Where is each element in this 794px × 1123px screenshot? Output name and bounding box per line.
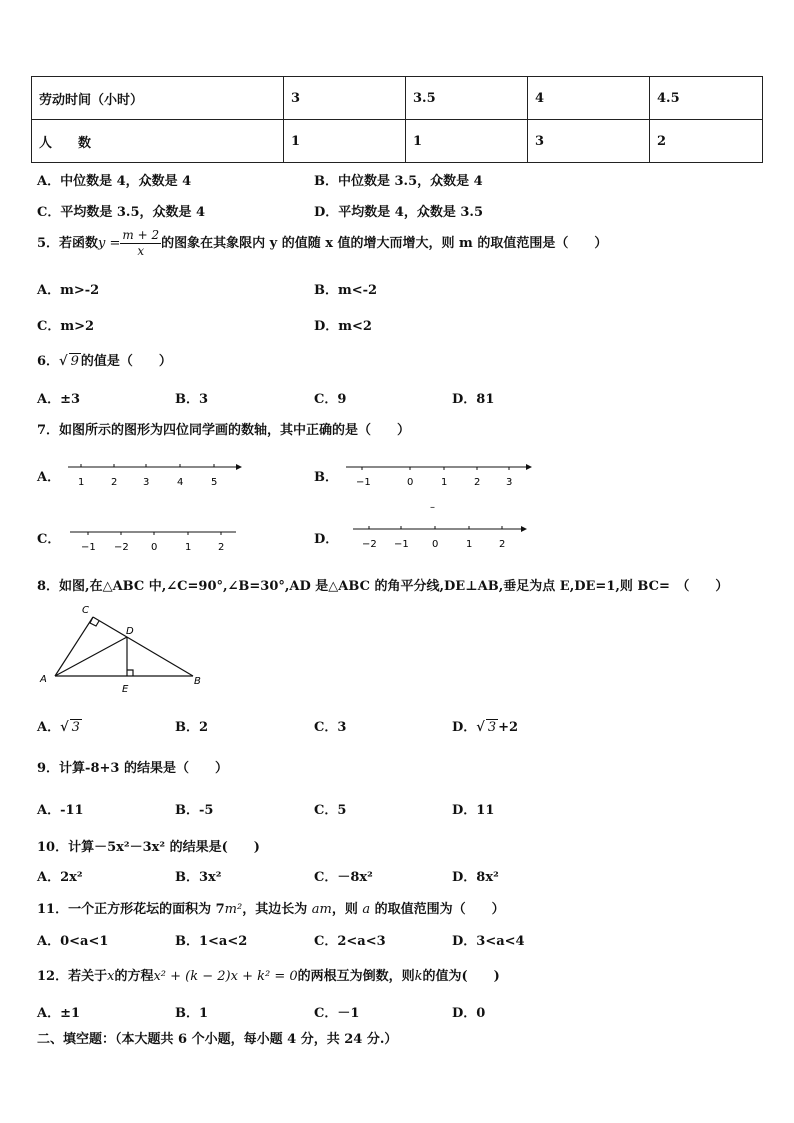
vertex-label: C [82,605,89,616]
q11-stem: 11．一个正方形花坛的面积为 7m²，其边长为 am，则 a 的取值范围为（ ） [37,902,505,917]
q9-stem: 9．计算-8+3 的结果是（ ） [37,761,228,776]
q7-option-c[interactable]: C． [37,532,61,547]
q12-stem: 12．若关于x的方程x² + (k − 2)x + k² = 0的两根互为倒数，则k的值为( ) [37,969,500,984]
table-cell: 3 [528,120,650,163]
table-row [32,77,763,120]
tick-label: 3 [506,477,513,488]
q6-option-d[interactable]: D．81 [452,392,495,407]
q9-option-d[interactable]: D．11 [452,803,495,818]
table-cell: 1 [284,120,406,163]
q9-option-b[interactable]: B．-5 [175,803,214,818]
q10-option-a[interactable]: A．2x² [37,870,83,885]
q10-option-c[interactable]: C．－8x² [314,870,373,885]
number-line-d [345,517,535,552]
q5-option-c[interactable]: C．m>2 [37,319,95,334]
q4-option-a[interactable]: A．中位数是 4，众数是 4 [37,174,192,189]
q12-option-b[interactable]: B．1 [175,1006,209,1021]
q5-option-b[interactable]: B．m<-2 [314,283,378,298]
q8-option-a[interactable]: A．√ 3 [37,720,80,735]
q9-option-c[interactable]: C．5 [314,803,347,818]
q5-option-d[interactable]: D．m<2 [314,319,372,334]
table-cell: 3.5 [406,77,528,120]
tick-label: 5 [211,477,218,488]
q10-stem: 10．计算－5x²－3x² 的结果是( ) [37,840,260,855]
tick-label: 2 [111,477,118,488]
tick-label: 1 [185,542,192,553]
table-cell: 4 [528,77,650,120]
q11-option-c[interactable]: C．2<a<3 [314,934,386,949]
table-row [32,120,763,163]
q5-fraction: $\frac{m + 2}{x}$ [122,228,160,258]
tick-label: −1 [356,477,371,488]
table-cell: 2 [650,120,763,163]
number-line-b [340,455,540,515]
q12-option-a[interactable]: A．±1 [37,1006,81,1021]
q10-option-b[interactable]: B．3x² [175,870,222,885]
section-heading: 二、填空题：（本大题共 6 个小题，每小题 4 分，共 24 分.） [37,1032,398,1047]
tick-label: 0 [432,539,439,550]
q7-option-b[interactable]: B． [314,470,338,485]
tick-label: −2 [362,539,377,550]
vertex-label: D [126,626,134,637]
tick-label: 4 [177,477,184,488]
tick-label: −1 [81,542,96,553]
q8-option-b[interactable]: B．2 [175,720,209,735]
dash-mark: – [430,502,435,513]
q6-option-c[interactable]: C．9 [314,392,347,407]
q7-option-d[interactable]: D． [314,532,339,547]
vertex-label: B [194,676,201,687]
number-line-c [60,520,250,555]
vertex-label: A [40,674,47,685]
q11-option-b[interactable]: B．1<a<2 [175,934,248,949]
table-cell: 3 [284,77,406,120]
q12-option-d[interactable]: D．0 [452,1006,486,1021]
tick-label: −2 [114,542,129,553]
q9-option-a[interactable]: A．-11 [37,803,84,818]
q4-option-c[interactable]: C．平均数是 3.5，众数是 4 [37,205,206,220]
q8-stem: 8．如图,在△ABC 中,∠C=90°,∠B=30°,AD 是△ABC 的角平分线,DE⊥AB,垂足为点 E,DE=1,则 BC= （ ） [37,579,729,594]
table-cell: 1 [406,120,528,163]
q4-option-d[interactable]: D．平均数是 4，众数是 3.5 [314,205,483,220]
labor-time-table [31,76,763,163]
tick-label: 3 [143,477,150,488]
tick-label: 2 [499,539,506,550]
q8-option-d[interactable]: D．√ 3 +2 [452,720,519,735]
q5-option-a[interactable]: A．m>-2 [37,283,100,298]
q7-option-a[interactable]: A． [37,470,61,485]
tick-label: 1 [466,539,473,550]
tick-label: 0 [151,542,158,553]
vertex-label: E [122,684,129,695]
q6-stem: 6．√ 9 的值是（ ） [37,354,172,369]
q12-option-c[interactable]: C．－1 [314,1006,360,1021]
tick-label: 1 [441,477,448,488]
q11-option-d[interactable]: D．3<a<4 [452,934,525,949]
q4-option-b[interactable]: B．中位数是 3.5，众数是 4 [314,174,483,189]
q8-option-c[interactable]: C．3 [314,720,347,735]
q10-option-d[interactable]: D．8x² [452,870,499,885]
tick-label: −1 [394,539,409,550]
tick-label: 2 [474,477,481,488]
tick-label: 0 [407,477,414,488]
table-cell: 4.5 [650,77,763,120]
q6-option-a[interactable]: A．±3 [37,392,81,407]
tick-label: 2 [218,542,225,553]
table-cell: 劳动时间（小时） [32,77,284,120]
tick-label: 1 [78,477,85,488]
q7-stem: 7．如图所示的图形为四位同学画的数轴，其中正确的是（ ） [37,423,411,438]
q11-option-a[interactable]: A．0<a<1 [37,934,109,949]
triangle-figure [35,598,215,698]
q6-option-b[interactable]: B．3 [175,392,209,407]
table-cell: 人 数 [32,120,284,163]
q5-stem: 5．若函数y = $\frac{m + 2}{x}$ 的图象在其象限内 y 的值随 x 值的增大而增大，则 m 的取值范围是（ ） [37,228,608,258]
number-line-a [60,455,250,490]
